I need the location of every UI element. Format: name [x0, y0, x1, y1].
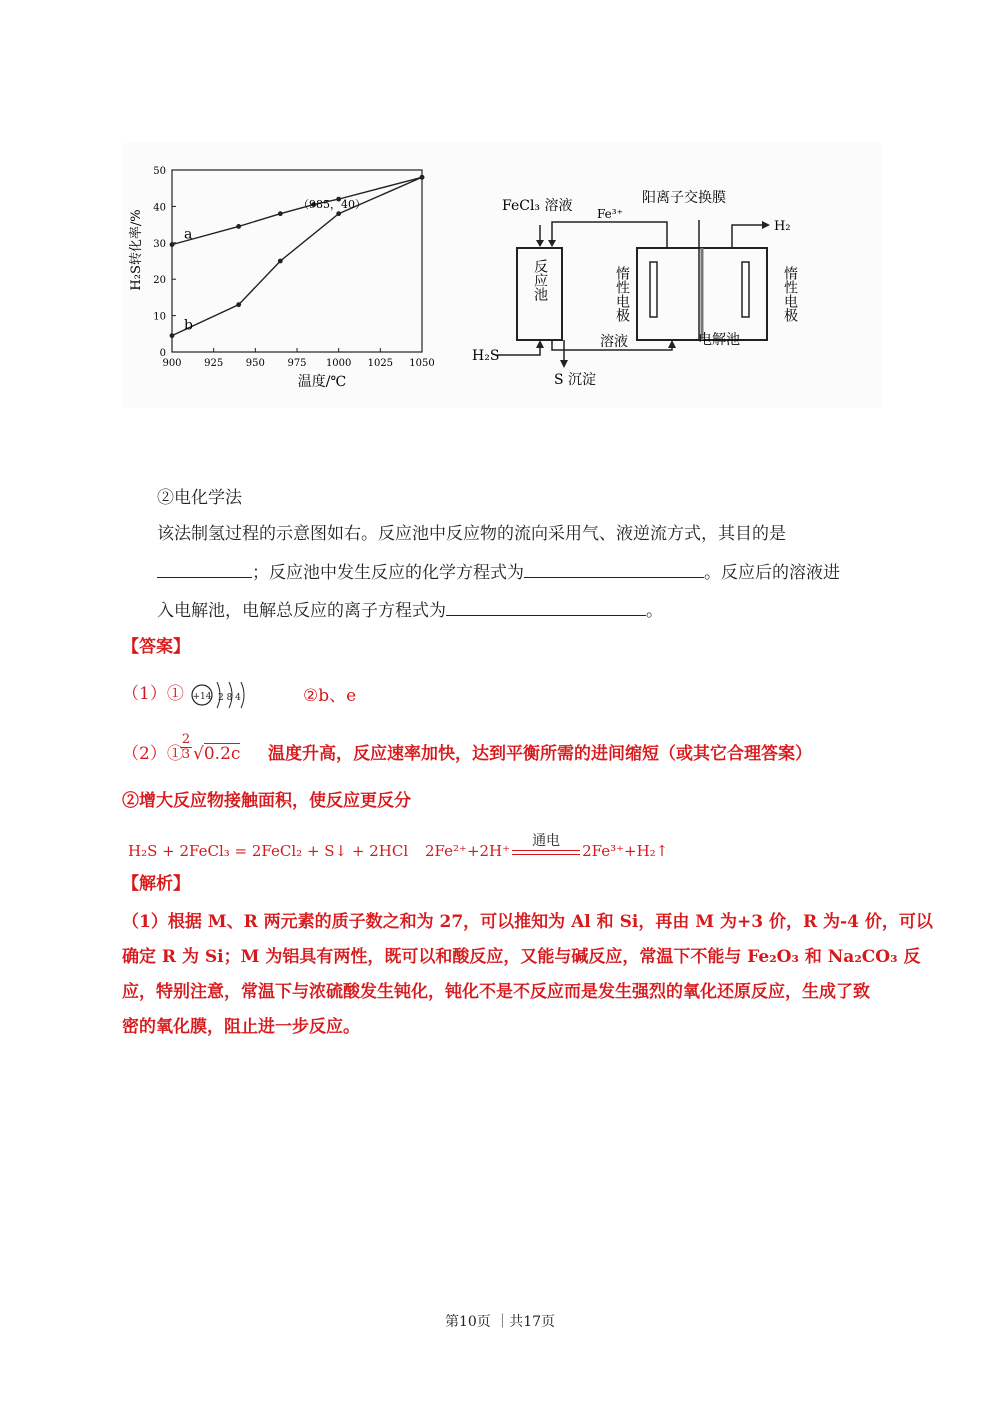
answer-blank-2[interactable] — [524, 561, 704, 578]
electrolysis-label: 电解池 — [698, 332, 740, 348]
series-line-a — [172, 177, 422, 244]
x-axis-label: 温度/℃ — [297, 374, 347, 390]
eq2-left: 2Fe²⁺+2H⁺ — [425, 842, 511, 860]
answer-q2-fraction — [180, 733, 192, 762]
electrolysis-diagram — [462, 180, 822, 395]
fraction-denominator: 3 — [181, 747, 191, 762]
analysis-body — [122, 905, 933, 1045]
h2-label: H₂ — [774, 219, 791, 234]
y-axis-label: H₂S转化率/% — [129, 209, 144, 291]
analysis-line: 确定 R 为 Si；M 为铝具有两性，既可以和酸反应，又能与碱反应，常温下不能与 Fe₂O₃ 和 Na₂CO₃ 反 — [122, 947, 921, 967]
x-tick-label: 925 — [204, 358, 224, 369]
data-point-b — [236, 302, 241, 307]
conversion-chart — [122, 150, 442, 400]
x-tick-label: 1025 — [367, 358, 394, 369]
plot-frame — [172, 170, 422, 352]
atom-nucleus: +14 — [192, 692, 212, 702]
series-label-b: b — [184, 317, 193, 334]
data-point-a — [236, 224, 241, 229]
question-line3 — [157, 599, 663, 622]
answer-tag: 【答案】 — [122, 637, 190, 657]
chart-axes — [153, 166, 434, 369]
question-line2-mid: ；反应池中发生反应的化学方程式为 — [252, 563, 524, 583]
eq2-arrow — [510, 832, 582, 855]
data-point-a — [170, 242, 175, 247]
question-line3-text: 入电解池，电解总反应的离子方程式为 — [157, 601, 446, 621]
question-line3-end: 。 — [646, 601, 663, 621]
data-point-a — [278, 211, 283, 216]
analysis-tag: 【解析】 — [122, 874, 190, 894]
page-footer: 第10页 ｜共17页 — [444, 1314, 556, 1330]
s-precipitate-label: S 沉淀 — [554, 372, 597, 388]
x-tick-label: 950 — [245, 358, 265, 369]
right-electrode — [742, 262, 749, 317]
answer-equation-2 — [425, 832, 669, 862]
x-tick-label: 900 — [162, 358, 182, 369]
atom-shells: 2 8 4 — [218, 693, 241, 703]
question-line2 — [157, 561, 840, 584]
data-point-b — [278, 259, 283, 264]
y-tick-label: 20 — [153, 275, 166, 287]
left-electrode — [650, 262, 657, 317]
series-line-b — [172, 177, 422, 335]
analysis-line: （1）根据 M、R 两元素的质子数之和为 27，可以推知为 Al 和 Si，再由 M 为+3 价，R 为-4 价，可以 — [122, 912, 933, 932]
eq2-condition: 通电 — [532, 832, 561, 849]
answer-blank-3[interactable] — [446, 599, 646, 616]
x-tick-label: 1050 — [409, 358, 435, 369]
y-tick-label: 0 — [159, 348, 166, 359]
right-electrode-label: 惰性电极 — [782, 266, 798, 322]
analysis-line: 应，特别注意，常温下与浓硫酸发生钝化，钝化不是不反应而是发生强烈的氧化还原反应，生成了致 — [122, 982, 870, 1002]
y-tick-label: 10 — [153, 311, 166, 323]
y-tick-label: 30 — [153, 238, 166, 250]
data-point-b — [336, 211, 341, 216]
reactor-label: 反应池 — [532, 259, 548, 301]
answer-q2-part2: ②增大反应物接触面积，使反应更反分 — [122, 791, 411, 811]
answer-q2-prefix: （2）① — [122, 744, 184, 764]
answer-q2-text: 温度升高，反应速率加快，达到平衡所需的进间缩短（或其它合理答案） — [268, 744, 812, 764]
eq2-right: 2Fe³⁺+H₂↑ — [582, 842, 669, 860]
x-tick-label: 975 — [287, 358, 307, 369]
answer-blank-1[interactable] — [157, 561, 252, 578]
answer-q1-part2: ②b、e — [303, 686, 357, 706]
fe3-label: Fe³⁺ — [597, 207, 623, 221]
solution-label: 溶液 — [600, 334, 628, 350]
root-value: 0.2c — [203, 744, 241, 764]
chart-annotation: （985，40） — [298, 198, 366, 211]
chart-series — [170, 175, 425, 338]
fecl3-label: FeCl₃ 溶液 — [502, 198, 573, 214]
left-electrode-label: 惰性电极 — [614, 266, 630, 322]
atom-structure-icon — [188, 676, 258, 716]
fraction-numerator: 2 — [181, 732, 191, 747]
answer-q1-prefix: （1）① — [122, 684, 184, 704]
question-heading: ②电化学法 — [157, 488, 242, 508]
analysis-line: 密的氧化膜，阻止进一步反应。 — [122, 1017, 360, 1037]
data-point-b — [170, 333, 175, 338]
data-point-b — [420, 175, 425, 180]
x-tick-label: 1000 — [325, 358, 352, 369]
answer-q2-root: √0.2c — [193, 744, 241, 764]
answer-q1 — [122, 683, 184, 705]
y-tick-label: 50 — [153, 166, 166, 177]
answer-equation-1: H₂S + 2FeCl₃ = 2FeCl₂ + S↓ + 2HCl — [128, 842, 409, 860]
question-line1: 该法制氢过程的示意图如右。反应池中反应物的流向采用气、液逆流方式，其目的是 — [157, 524, 786, 544]
membrane-label: 阳离子交换膜 — [642, 190, 726, 206]
series-label-a: a — [184, 226, 193, 243]
h2s-label: H₂S — [472, 348, 500, 364]
y-tick-label: 40 — [153, 202, 166, 214]
question-line2-end: 。反应后的溶液进 — [704, 563, 840, 583]
